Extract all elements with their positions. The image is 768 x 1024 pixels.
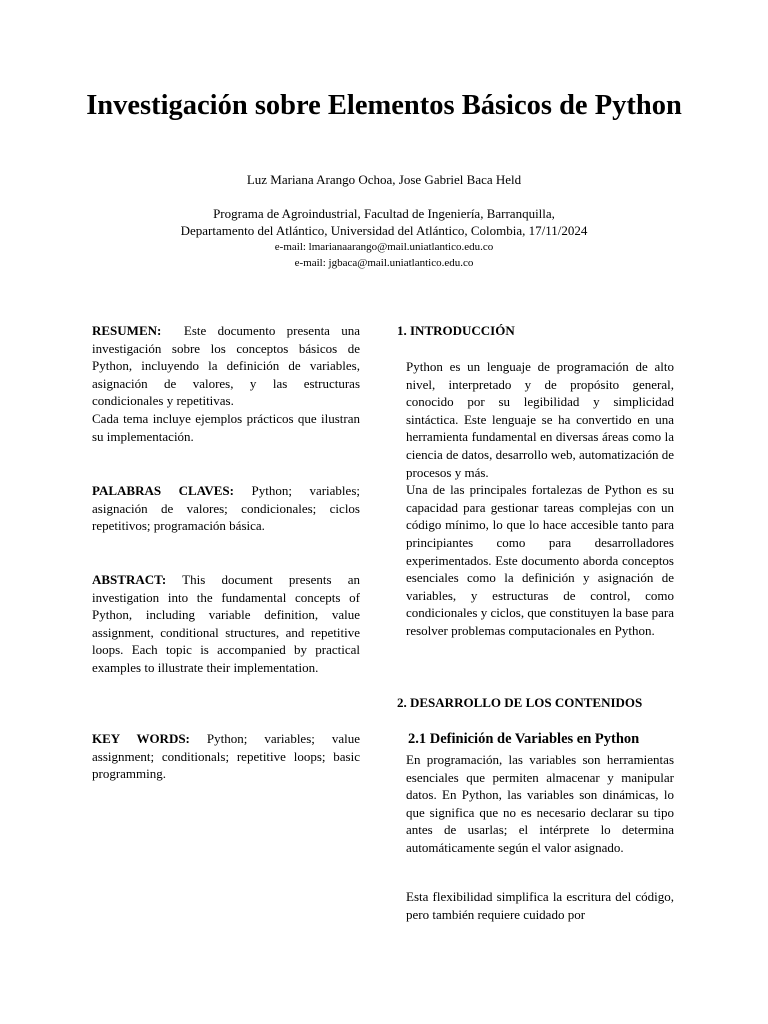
palabras-claves-label: PALABRAS CLAVES: [92,483,234,498]
affiliation-line-1: Programa de Agroindustrial, Facultad de Ingeniería, Barranquilla, [213,206,555,221]
key-words-text: Python; variables; value assignment; conditionals; repetitive loops; basic programming. [92,731,361,782]
variables-paragraph-2: Esta flexibilidad simplifica la escritura del código, pero también requiere cuidado por [406,889,674,922]
authors: Luz Mariana Arango Ochoa, Jose Gabriel Baca Held [246,172,522,187]
subsection-heading-variables: 2.1 Definición de Variables en Python [408,731,640,747]
key-words-label: KEY WORDS: [92,731,190,746]
email-1: e-mail: lmarianaarango@mail.uniatlantico.edu.co [274,241,494,253]
resumen-text-2: Cada tema incluye ejemplos prácticos que ilustran su implementación. [92,410,360,444]
email-2: e-mail: jgbaca@mail.uniatlantico.edu.co [294,257,474,269]
resumen-section [92,322,360,445]
section-heading-desarrollo: 2. DESARROLLO DE LOS CONTENIDOS [397,695,643,710]
intro-paragraph-1: Python es un lenguaje de programación de alto nivel, interpretado y de propósito general, conocido por su legibilidad y simplicidad sintáctica. Este lenguaje se ha convertido en una herramienta fundamental en diversas áreas como la ciencia de datos, desarrollo web, automatización de procesos y más. [406,359,674,480]
palabras-claves-section [92,482,360,535]
variables-section-cont [406,888,674,923]
palabras-claves-text: Python; variables; asignación de valores; condicionales; ciclos repetitivos; programación básica. [92,483,360,534]
affiliation-line-2: Departamento del Atlántico, Universidad del Atlántico, Colombia, 17/11/2024 [180,223,588,238]
resumen-label: RESUMEN: [92,323,162,338]
intro-paragraph-2: Una de las principales fortalezas de Python es su capacidad para gestionar tareas complejas con un código mínimo, lo que lo hace accesible tanto para principiantes como para desarrolladores experimentados. Este documento aborda conceptos esenciales como la definición y asignación de variables, y estructuras de control, como condicionales y ciclos, que constituyen la base para resolver problemas computacionales en Python. [406,482,674,638]
abstract-section [92,571,360,677]
resumen-text: Este documento presenta una investigación sobre los conceptos básicos de Python, incluyendo la definición de variables, asignación de valores, y las estructuras condicionales y repetitivas. [92,323,361,409]
affiliation [0,205,768,271]
variables-paragraph-1: En programación, las variables son herramientas esenciales que permiten almacenar y manipular datos. En Python, las variables son dinámicas, lo que significa que no es necesario declarar su tipo antes de usarlas; el intérprete lo determina automáticamente según el valor asignado. [406,752,674,855]
abstract-text: This document presents an investigation into the fundamental concepts of Python, including variable definition, value assignment, conditional structures, and repetitive loops. Each topic is accompanied by practical examples to illustrate their implementation. [92,572,360,675]
section-heading-introduccion: 1. INTRODUCCIÓN [397,323,515,338]
intro-section [406,358,674,640]
abstract-label: ABSTRACT: [92,572,167,587]
variables-section [406,751,674,857]
document-title: Investigación sobre Elementos Básicos de Python [86,90,682,121]
key-words-section [92,730,360,783]
